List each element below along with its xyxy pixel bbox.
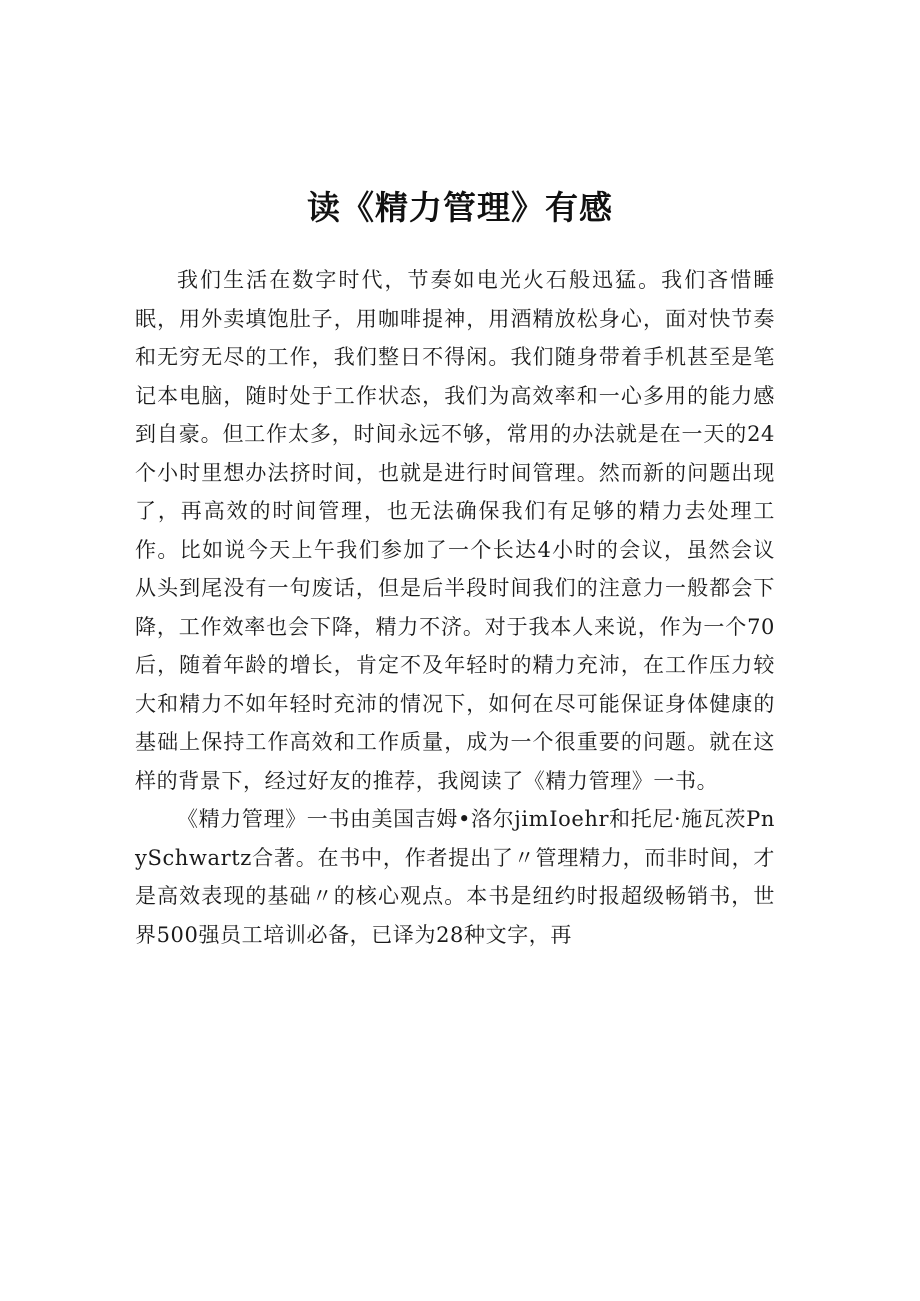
paragraph-1: 我们生活在数字时代，节奏如电光火石般迅猛。我们吝惜睡眠，用外卖填饱肚子，用咖啡提神，用酒精放松身心，面对快节奏和无穷无尽的工作，我们整日不得闲。我们随身带着手机甚至是笔记本电脑，随时处于工作状态，我们为高效率和一心多用的能力感到自豪。但工作太多，时间永远不够，常用的办法就是在一天的24个小时里想办法挤时间，也就是进行时间管理。然而新的问题出现了，再高效的时间管理，也无法确保我们有足够的精力去处理工作。比如说今天上午我们参加了一个长达4小时的会议，虽然会议从头到尾没有一句废话，但是后半段时间我们的注意力一般都会下降，工作效率也会下降，精力不济。对于我本人来说，作为一个70后，随着年龄的增长，肯定不及年轻时的精力充沛，在工作压力较大和精力不如年轻时充沛的情况下，如何在尽可能保证身体健康的基础上保持工作高效和工作质量，成为一个很重要的问题。就在这样的背景下，经过好友的推荐，我阅读了《精力管理》一书。 [135, 268, 775, 793]
paragraph-2: 《精力管理》一书由美国吉姆•洛尔jimIoehr和托尼·施瓦茨PnySchwartz合著。在书中，作者提出了〃管理精力，而非时间，才是高效表现的基础〃的核心观点。本书是纽约时报超级畅销书，世界500强员工培训必备，已译为28种文字，再 [135, 807, 775, 947]
page-title: 读《精力管理》有感 [307, 188, 613, 228]
document-body [135, 261, 775, 954]
